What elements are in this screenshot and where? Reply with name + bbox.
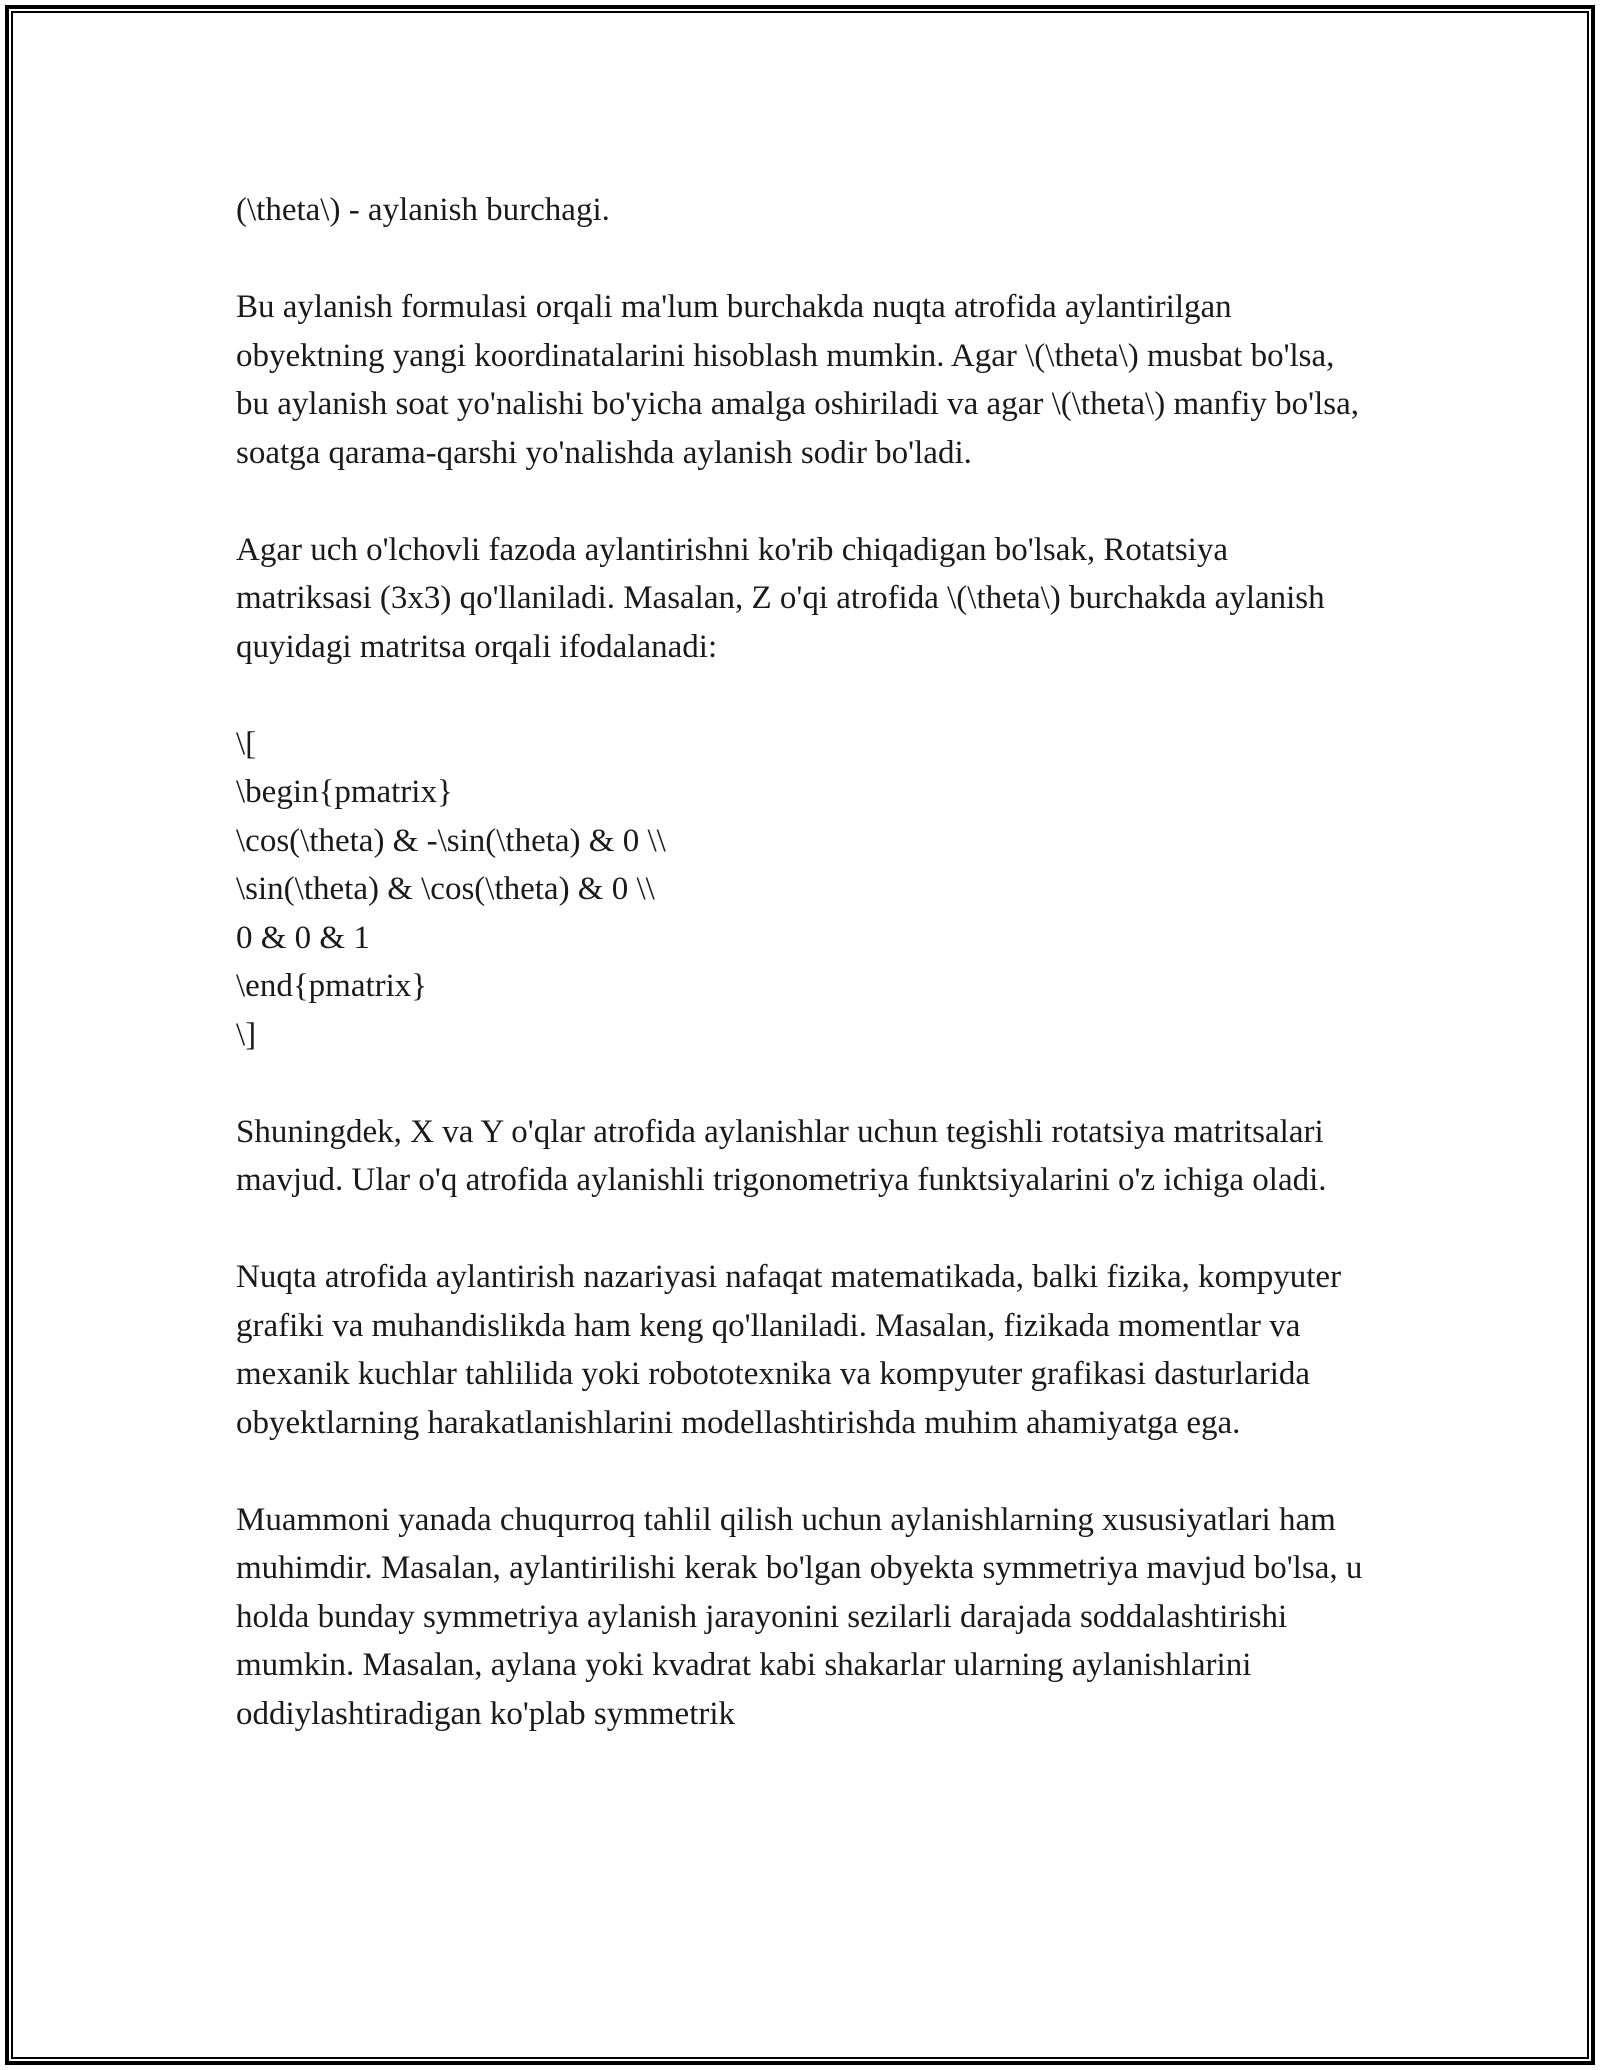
rotation-matrix-block	[236, 720, 1366, 1060]
matrix-line: \sin(\theta) & \cos(\theta) & 0 \\	[236, 871, 655, 907]
paragraph-applications: Nuqta atrofida aylantirish nazariyasi nafaqat matematikada, balki fizika, kompyuter grafiki va muhandislikda ham keng qo'llaniladi. Masalan, fizikada momentlar va mexanik kuchlar tahlilida yoki robototexnika va kompyuter grafikasi dasturlarida obyektlarning harakatlanishlarini modellashtirishda muhim ahamiyatga ega.	[236, 1259, 1342, 1441]
paragraph-xy-rotation: Shuningdek, X va Y o'qlar atrofida aylanishlar uchun tegishli rotatsiya matritsalari mavjud. Ular o'q atrofida aylanishli trigonometriya funktsiyalarini o'z ichiga oladi.	[236, 1113, 1327, 1198]
matrix-line: 0 & 0 & 1	[236, 919, 370, 956]
paragraph-3d-rotation: Agar uch o'lchovli fazoda aylantirishni ko'rib chiqadigan bo'lsak, Rotatsiya matriksasi (3x3) qo'llaniladi. Masalan, Z o'qi atrofida \(\theta\) burchakda aylanish quyidagi matritsa orqali ifodalanadi:	[236, 531, 1325, 665]
matrix-line: \begin{pmatrix}	[236, 774, 453, 810]
matrix-line: \[	[236, 725, 257, 762]
matrix-line: \cos(\theta) & -\sin(\theta) & 0 \\	[236, 822, 666, 859]
paragraph-theta-definition: (\theta\) - aylanish burchagi.	[236, 192, 610, 228]
paragraph-symmetry: Muammoni yanada chuqurroq tahlil qilish uchun aylanishlarning xususiyatlari ham muhimdir. Masalan, aylantirilishi kerak bo'lgan obyekta symmetriya mavjud bo'lsa, u holda bunday symmetriya aylanish jarayonini sezilarli darajada soddalashtirishi mumkin. Masalan, aylana yoki kvadrat kabi shakarlar ularning aylanishlarini oddiylashtiradigan ko'plab symmetrik	[236, 1501, 1363, 1732]
document-body	[236, 186, 1366, 1787]
matrix-line: \end{pmatrix}	[236, 968, 428, 1004]
matrix-line: \]	[236, 1016, 257, 1053]
paragraph-rotation-formula: Bu aylanish formulasi orqali ma'lum burchakda nuqta atrofida aylantirilgan obyektning yangi koordinatalarini hisoblash mumkin. Agar \(\theta\) musbat bo'lsa, bu aylanish soat yo'nalishi bo'yicha amalga oshiriladi va agar \(\theta\) manfiy bo'lsa, soatga qarama-qarshi yo'nalishda aylanish sodir bo'ladi.	[236, 289, 1360, 471]
